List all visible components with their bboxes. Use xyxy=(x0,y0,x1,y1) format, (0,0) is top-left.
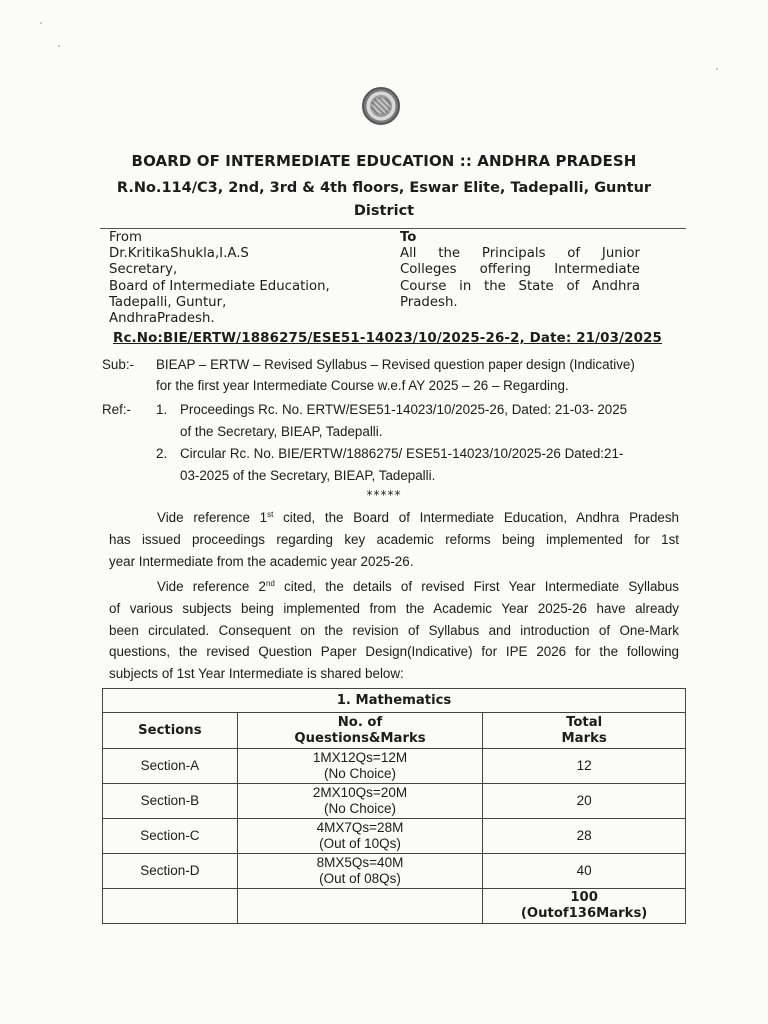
table-row xyxy=(103,784,686,819)
cell-text: 8MX5Qs=40M xyxy=(316,855,404,870)
total-cell: 12 xyxy=(483,749,686,784)
table-title: 1. Mathematics xyxy=(103,689,686,713)
subject-line: for the first year Intermediate Course w.e.f AY 2025 – 26 – Regarding. xyxy=(156,378,569,393)
section-cell: Section-C xyxy=(103,819,238,854)
questions-cell xyxy=(237,819,483,854)
subject-line: BIEAP – ERTW – Revised Syllabus – Revised question paper design (Indicative) xyxy=(156,357,635,372)
paragraph-line: has issued proceedings regarding key academic reforms being implemented for 1st xyxy=(109,531,679,547)
header-text: Marks xyxy=(561,730,607,746)
cell-text: (No Choice) xyxy=(323,766,396,781)
empty-cell xyxy=(237,889,483,924)
header-sections xyxy=(103,713,238,749)
superscript: nd xyxy=(265,579,275,588)
references-label: Ref:- xyxy=(102,402,132,417)
from-block xyxy=(109,230,369,327)
org-address: R.No.114/C3, 2nd, 3rd & 4th floors, Eswar Elite, Tadepalli, Guntur xyxy=(116,180,652,196)
reference-number: Rc.No:BIE/ERTW/1886275/ESE51-14023/10/2025-26-2, Date: 21/03/2025 xyxy=(113,331,663,346)
grand-total-cell xyxy=(483,889,686,924)
table-header-row xyxy=(103,713,686,749)
from-line: Dr.KritikaShukla,I.A.S xyxy=(109,246,249,262)
total-cell: 20 xyxy=(483,784,686,819)
text: Vide reference 2 xyxy=(157,579,266,594)
questions-cell xyxy=(237,749,483,784)
from-line: Board of Intermediate Education, xyxy=(109,278,330,294)
mathematics-marks-table xyxy=(102,688,686,924)
grand-total-value: 100 xyxy=(570,890,598,905)
header-text: Sections xyxy=(138,722,202,738)
from-line: Secretary, xyxy=(109,262,178,278)
table-row xyxy=(103,749,686,784)
cell-text: 2MX10Qs=20M xyxy=(312,785,408,800)
text: cited, the details of revised First Year Intermediate Syllabus xyxy=(274,579,679,594)
scan-speck xyxy=(716,68,718,70)
board-emblem-icon xyxy=(362,87,400,125)
to-line: All the Principals of Junior xyxy=(400,246,640,262)
superscript: st xyxy=(267,510,274,519)
empty-cell xyxy=(103,889,238,924)
header-divider xyxy=(100,228,686,229)
reference-line: Proceedings Rc. No. ERTW/ESE51-14023/10/2025-26, Dated: 21-03- 2025 xyxy=(180,402,628,417)
table-row xyxy=(103,854,686,889)
from-label: From xyxy=(109,230,142,245)
subject-label: Sub:- xyxy=(102,357,135,372)
section-separator: ***** xyxy=(366,488,402,502)
reference-num: 2. xyxy=(156,446,168,461)
paragraph-1 xyxy=(109,507,679,572)
scan-speck xyxy=(40,22,42,24)
total-cell: 40 xyxy=(483,854,686,889)
to-label: To xyxy=(400,230,417,245)
cell-text: (Out of 10Qs) xyxy=(319,836,401,851)
header-text: No. of xyxy=(337,714,383,730)
from-line: AndhraPradesh. xyxy=(109,311,215,327)
org-address-district: District xyxy=(353,203,415,219)
grand-total-note: (Outof136Marks) xyxy=(520,906,648,921)
paragraph-line xyxy=(109,576,679,598)
table-row xyxy=(103,819,686,854)
questions-cell xyxy=(237,854,483,889)
reference-line: 03-2025 of the Secretary, BIEAP, Tadepalli. xyxy=(180,468,436,483)
table-total-row xyxy=(103,889,686,924)
cell-text: 1MX12Qs=12M xyxy=(312,750,408,765)
header-total xyxy=(483,713,686,749)
to-line: Pradesh. xyxy=(400,294,458,310)
paragraph-line xyxy=(109,507,679,529)
to-block xyxy=(400,230,640,311)
cell-text: 4MX7Qs=28M xyxy=(316,820,404,835)
cell-text: (No Choice) xyxy=(323,801,396,816)
reference-line: of the Secretary, BIEAP, Tadepalli. xyxy=(180,424,383,439)
header-text: Questions&Marks xyxy=(294,730,426,746)
paragraph-line: questions, the revised Question Paper Design(Indicative) for IPE 2026 for the following xyxy=(109,644,679,660)
total-cell: 28 xyxy=(483,819,686,854)
section-cell: Section-A xyxy=(103,749,238,784)
section-cell: Section-B xyxy=(103,784,238,819)
from-line: Tadepalli, Guntur, xyxy=(109,294,227,310)
header-text: Total xyxy=(566,714,603,730)
cell-text: (Out of 08Qs) xyxy=(319,871,401,886)
questions-cell xyxy=(237,784,483,819)
paragraph-line: been circulated. Consequent on the revision of Syllabus and introduction of One-Mark xyxy=(109,622,679,638)
header-questions xyxy=(237,713,483,749)
paragraph-2 xyxy=(109,576,679,685)
org-title: BOARD OF INTERMEDIATE EDUCATION :: ANDHRA PRADESH xyxy=(131,152,637,170)
paragraph-line: year Intermediate from the academic year 2025-26. xyxy=(109,553,414,569)
paragraph-line: subjects of 1st Year Intermediate is shared below: xyxy=(109,666,404,682)
text: Vide reference 1 xyxy=(157,510,268,525)
text: cited, the Board of Intermediate Education, Andhra Pradesh xyxy=(273,510,679,525)
table-title-row xyxy=(103,689,686,713)
reference-num: 1. xyxy=(156,402,168,417)
scan-speck xyxy=(58,45,60,47)
to-line: Course in the State of Andhra xyxy=(400,278,640,294)
reference-line: Circular Rc. No. BIE/ERTW/1886275/ ESE51-14023/10/2025-26 Dated:21- xyxy=(180,446,624,461)
to-line: Colleges offering Intermediate xyxy=(400,262,640,278)
paragraph-line: of various subjects being implemented from the Academic Year 2025-26 have already xyxy=(109,600,679,616)
section-cell: Section-D xyxy=(103,854,238,889)
